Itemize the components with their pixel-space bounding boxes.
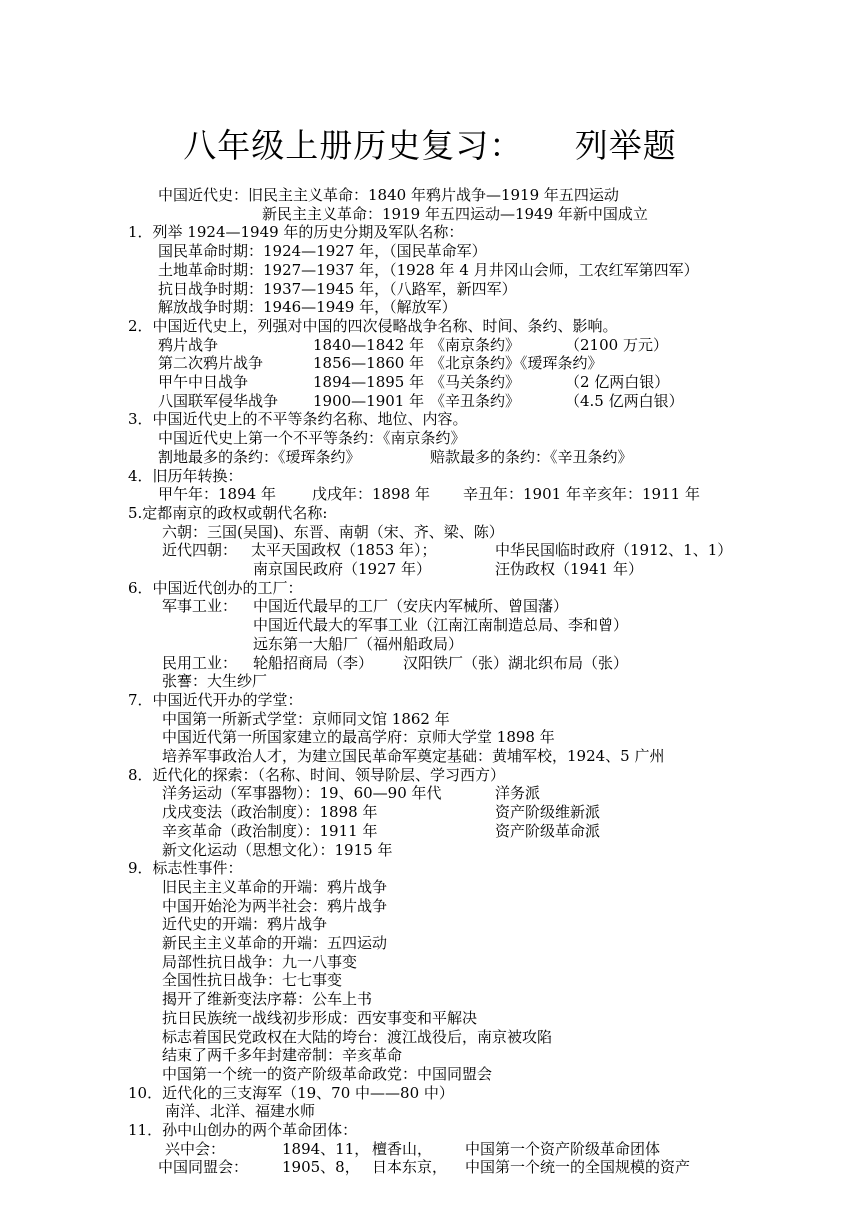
- text-cell: 中国近代最大的军事工业（江南江南制造总局、李和曾）: [253, 616, 629, 635]
- text-cell: 资产阶级革命派: [495, 821, 601, 840]
- text-line: [0, 878, 860, 896]
- text-line: [0, 1028, 860, 1046]
- text-cell: 民用工业：: [162, 653, 238, 672]
- text-cell: 《辛丑条约》: [430, 391, 521, 410]
- text-cell: 戊戌变法（政治制度）：1898 年: [162, 803, 378, 822]
- text-line: [0, 1140, 860, 1158]
- text-cell: 中国近代史上第一个不平等条约：《南京条约》: [158, 429, 466, 448]
- text-line: [0, 280, 860, 298]
- text-cell: 甲午中日战争: [158, 373, 249, 391]
- text-line: [0, 934, 860, 952]
- text-cell: 中国近代第一所国家建立的最高学府：京师大学堂 1898 年: [162, 728, 555, 747]
- text-line: [0, 990, 860, 1008]
- text-cell: 7．中国近代开办的学堂：: [128, 690, 303, 709]
- text-line: [0, 971, 860, 989]
- text-line: [0, 579, 860, 597]
- text-cell: 戊戌年：1898 年: [312, 485, 430, 504]
- text-cell: 《马关条约》: [430, 373, 521, 391]
- text-line: [0, 392, 860, 410]
- text-cell: 近代史的开端：鸦片战争: [162, 915, 328, 934]
- text-cell: （4.5 亿两白银）: [565, 391, 684, 410]
- text-cell: （2 亿两白银）: [565, 373, 670, 391]
- text-line: [0, 747, 860, 765]
- text-cell: 4．旧历年转换：: [128, 466, 243, 485]
- text-line: [0, 223, 860, 241]
- text-cell: 洋务运动（军事器物）：19、60—90 年代: [162, 784, 442, 803]
- text-cell: 南洋、北洋、福建水师: [165, 1102, 316, 1121]
- text-line: [0, 1084, 860, 1102]
- text-line: [0, 635, 860, 653]
- text-line: [0, 336, 860, 354]
- text-cell: 培养军事政治人才，为建立国民革命军奠定基础：黄埔军校，1924、5 广州: [162, 747, 665, 765]
- text-cell: 6．中国近代创办的工厂：: [128, 578, 303, 597]
- text-cell: 新民主主义革命：1919 年五四运动—1949 年新中国成立: [262, 204, 648, 223]
- text-cell: 2．中国近代史上，列强对中国的四次侵略战争名称、时间、条约、影响。: [128, 316, 618, 335]
- text-line: [0, 616, 860, 634]
- text-line: [0, 803, 860, 821]
- text-cell: 汉阳铁厂（张）湖北织布局（张）: [403, 653, 629, 672]
- text-line: [0, 1065, 860, 1083]
- text-cell: 1．列举 1924—1949 年的历史分期及军队名称：: [128, 223, 464, 242]
- text-line: [0, 373, 860, 391]
- text-line: [0, 915, 860, 933]
- text-cell: 六朝：三国(吴国)、东晋、南朝（宋、齐、梁、陈）: [162, 522, 504, 541]
- text-cell: 1894—1895 年: [313, 373, 425, 391]
- text-cell: 中华民国临时政府（1912、1、1）: [495, 541, 733, 560]
- text-cell: 中国同盟会：: [158, 1158, 249, 1177]
- text-cell: 3．中国近代史上的不平等条约名称、地位、内容。: [128, 410, 468, 429]
- text-line: [0, 261, 860, 279]
- text-line: [0, 859, 860, 877]
- text-cell: 第二次鸦片战争: [158, 354, 264, 373]
- text-line: [0, 710, 860, 728]
- text-line: [0, 784, 860, 802]
- text-cell: 国民革命时期：1924—1927 年，（国民革命军）: [158, 242, 487, 261]
- text-cell: 《南京条约》: [430, 335, 521, 354]
- text-cell: 土地革命时期：1927—1937 年，（1928 年 4 月井冈山会师，工农红军第四军）: [158, 260, 699, 279]
- text-cell: 5.定都南京的政权或朝代名称:: [128, 503, 328, 522]
- text-cell: 兴中会：: [165, 1139, 226, 1158]
- text-line: [0, 541, 860, 559]
- text-cell: 新文化运动（思想文化）：1915 年: [162, 840, 393, 859]
- text-cell: 抗日战争时期：1937—1945 年，（八路军，新四军）: [158, 279, 517, 298]
- text-line: [0, 1121, 860, 1139]
- text-cell: 辛亥革命（政治制度）：1911 年: [162, 821, 378, 840]
- text-cell: 汪伪政权（1941 年）: [495, 560, 643, 578]
- text-cell: 标志着国民党政权在大陆的垮台：渡江战役后，南京被攻陷: [162, 1027, 553, 1046]
- text-cell: 结束了两千多年封建帝制：辛亥革命: [162, 1046, 403, 1065]
- text-line: [0, 429, 860, 447]
- text-line: [0, 1102, 860, 1120]
- text-cell: 揭开了维新变法序幕：公车上书: [162, 990, 373, 1009]
- text-cell: 太平天国政权（1853 年）；: [251, 541, 437, 560]
- text-cell: 1840—1842 年: [313, 335, 425, 354]
- text-cell: 1900—1901 年: [313, 391, 425, 410]
- text-line: [0, 560, 860, 578]
- text-cell: 八国联军侵华战争: [158, 391, 279, 410]
- document-title: 八年级上册历史复习： 列举题: [183, 126, 677, 165]
- text-line: [0, 897, 860, 915]
- text-cell: 中国第一个资产阶级革命团体: [465, 1139, 661, 1158]
- text-cell: 旧民主主义革命的开端：鸦片战争: [162, 877, 388, 896]
- text-cell: 辛丑年：1901 年: [463, 485, 581, 504]
- text-line: [0, 205, 860, 223]
- text-cell: 1856—1860 年: [313, 354, 425, 373]
- text-cell: 张謇：大生纱厂: [162, 672, 268, 691]
- text-cell: 10．近代化的三支海军（19、70 中——80 中）: [128, 1083, 454, 1102]
- text-line: [0, 1009, 860, 1027]
- text-cell: 中国开始沦为两半社会：鸦片战争: [162, 896, 388, 915]
- text-cell: 鸦片战争: [158, 335, 219, 354]
- text-line: [0, 317, 860, 335]
- text-cell: 中国第一个统一的资产阶级革命政党：中国同盟会: [162, 1064, 493, 1083]
- text-line: [0, 186, 860, 204]
- text-cell: （2100 万元）: [565, 335, 668, 354]
- text-cell: 洋务派: [495, 784, 541, 803]
- text-cell: 中国近代史：旧民主主义革命：1840 年鸦片战争—1919 年五四运动: [158, 186, 619, 204]
- text-cell: 抗日民族统一战线初步形成：西安事变和平解决: [162, 1008, 478, 1027]
- text-cell: 南京国民政府（1927 年）: [253, 560, 431, 578]
- text-cell: 全国性抗日战争：七七事变: [162, 971, 343, 990]
- text-cell: 9．标志性事件：: [128, 859, 243, 878]
- text-cell: 远东第一大船厂（福州船政局）: [253, 634, 464, 653]
- text-cell: 解放战争时期：1946—1949 年，（解放军）: [158, 298, 457, 317]
- text-cell: 甲午年：1894 年: [158, 485, 276, 504]
- text-cell: 檀香山，: [372, 1139, 433, 1158]
- text-cell: 割地最多的条约：《瑷珲条约》: [158, 447, 361, 466]
- text-cell: 轮船招商局（李）: [253, 653, 374, 672]
- text-line: [0, 728, 860, 746]
- text-cell: 中国第一所新式学堂：京师同文馆 1862 年: [162, 709, 450, 728]
- text-line: [0, 841, 860, 859]
- text-cell: 军事工业：: [162, 597, 238, 616]
- text-line: [0, 654, 860, 672]
- text-line: [0, 766, 860, 784]
- text-line: [0, 1158, 860, 1176]
- text-line: [0, 448, 860, 466]
- text-line: [0, 467, 860, 485]
- text-line: [0, 1046, 860, 1064]
- text-line: [0, 523, 860, 541]
- text-cell: 资产阶级维新派: [495, 803, 601, 822]
- text-line: [0, 953, 860, 971]
- text-cell: 中国近代最早的工厂（安庆内军械所、曾国藩）: [253, 597, 569, 616]
- text-cell: 新民主主义革命的开端：五四运动: [162, 934, 388, 952]
- text-line: [0, 410, 860, 428]
- text-cell: 赔款最多的条约：《辛丑条约》: [430, 447, 633, 466]
- text-line: [0, 504, 860, 522]
- text-cell: 局部性抗日战争：九一八事变: [162, 952, 358, 971]
- text-cell: 日本东京，: [372, 1158, 448, 1177]
- text-line: [0, 822, 860, 840]
- text-cell: 中国第一个统一的全国规模的资产: [465, 1158, 691, 1177]
- text-cell: 辛亥年：1911 年: [582, 485, 700, 504]
- text-line: [0, 597, 860, 615]
- text-line: [0, 691, 860, 709]
- text-cell: 1894、11，: [282, 1139, 370, 1158]
- text-cell: 11．孙中山创办的两个革命团体：: [128, 1121, 358, 1139]
- text-cell: 《北京条约》《瑷珲条约》: [430, 354, 603, 373]
- text-line: [0, 672, 860, 690]
- text-cell: 1905、8，: [282, 1158, 360, 1177]
- text-line: [0, 298, 860, 316]
- text-cell: 近代四朝：: [162, 541, 238, 560]
- text-cell: 8．近代化的探索：（名称、时间、领导阶层、学习西方）: [128, 765, 506, 784]
- text-line: [0, 354, 860, 372]
- text-line: [0, 242, 860, 260]
- text-line: [0, 485, 860, 503]
